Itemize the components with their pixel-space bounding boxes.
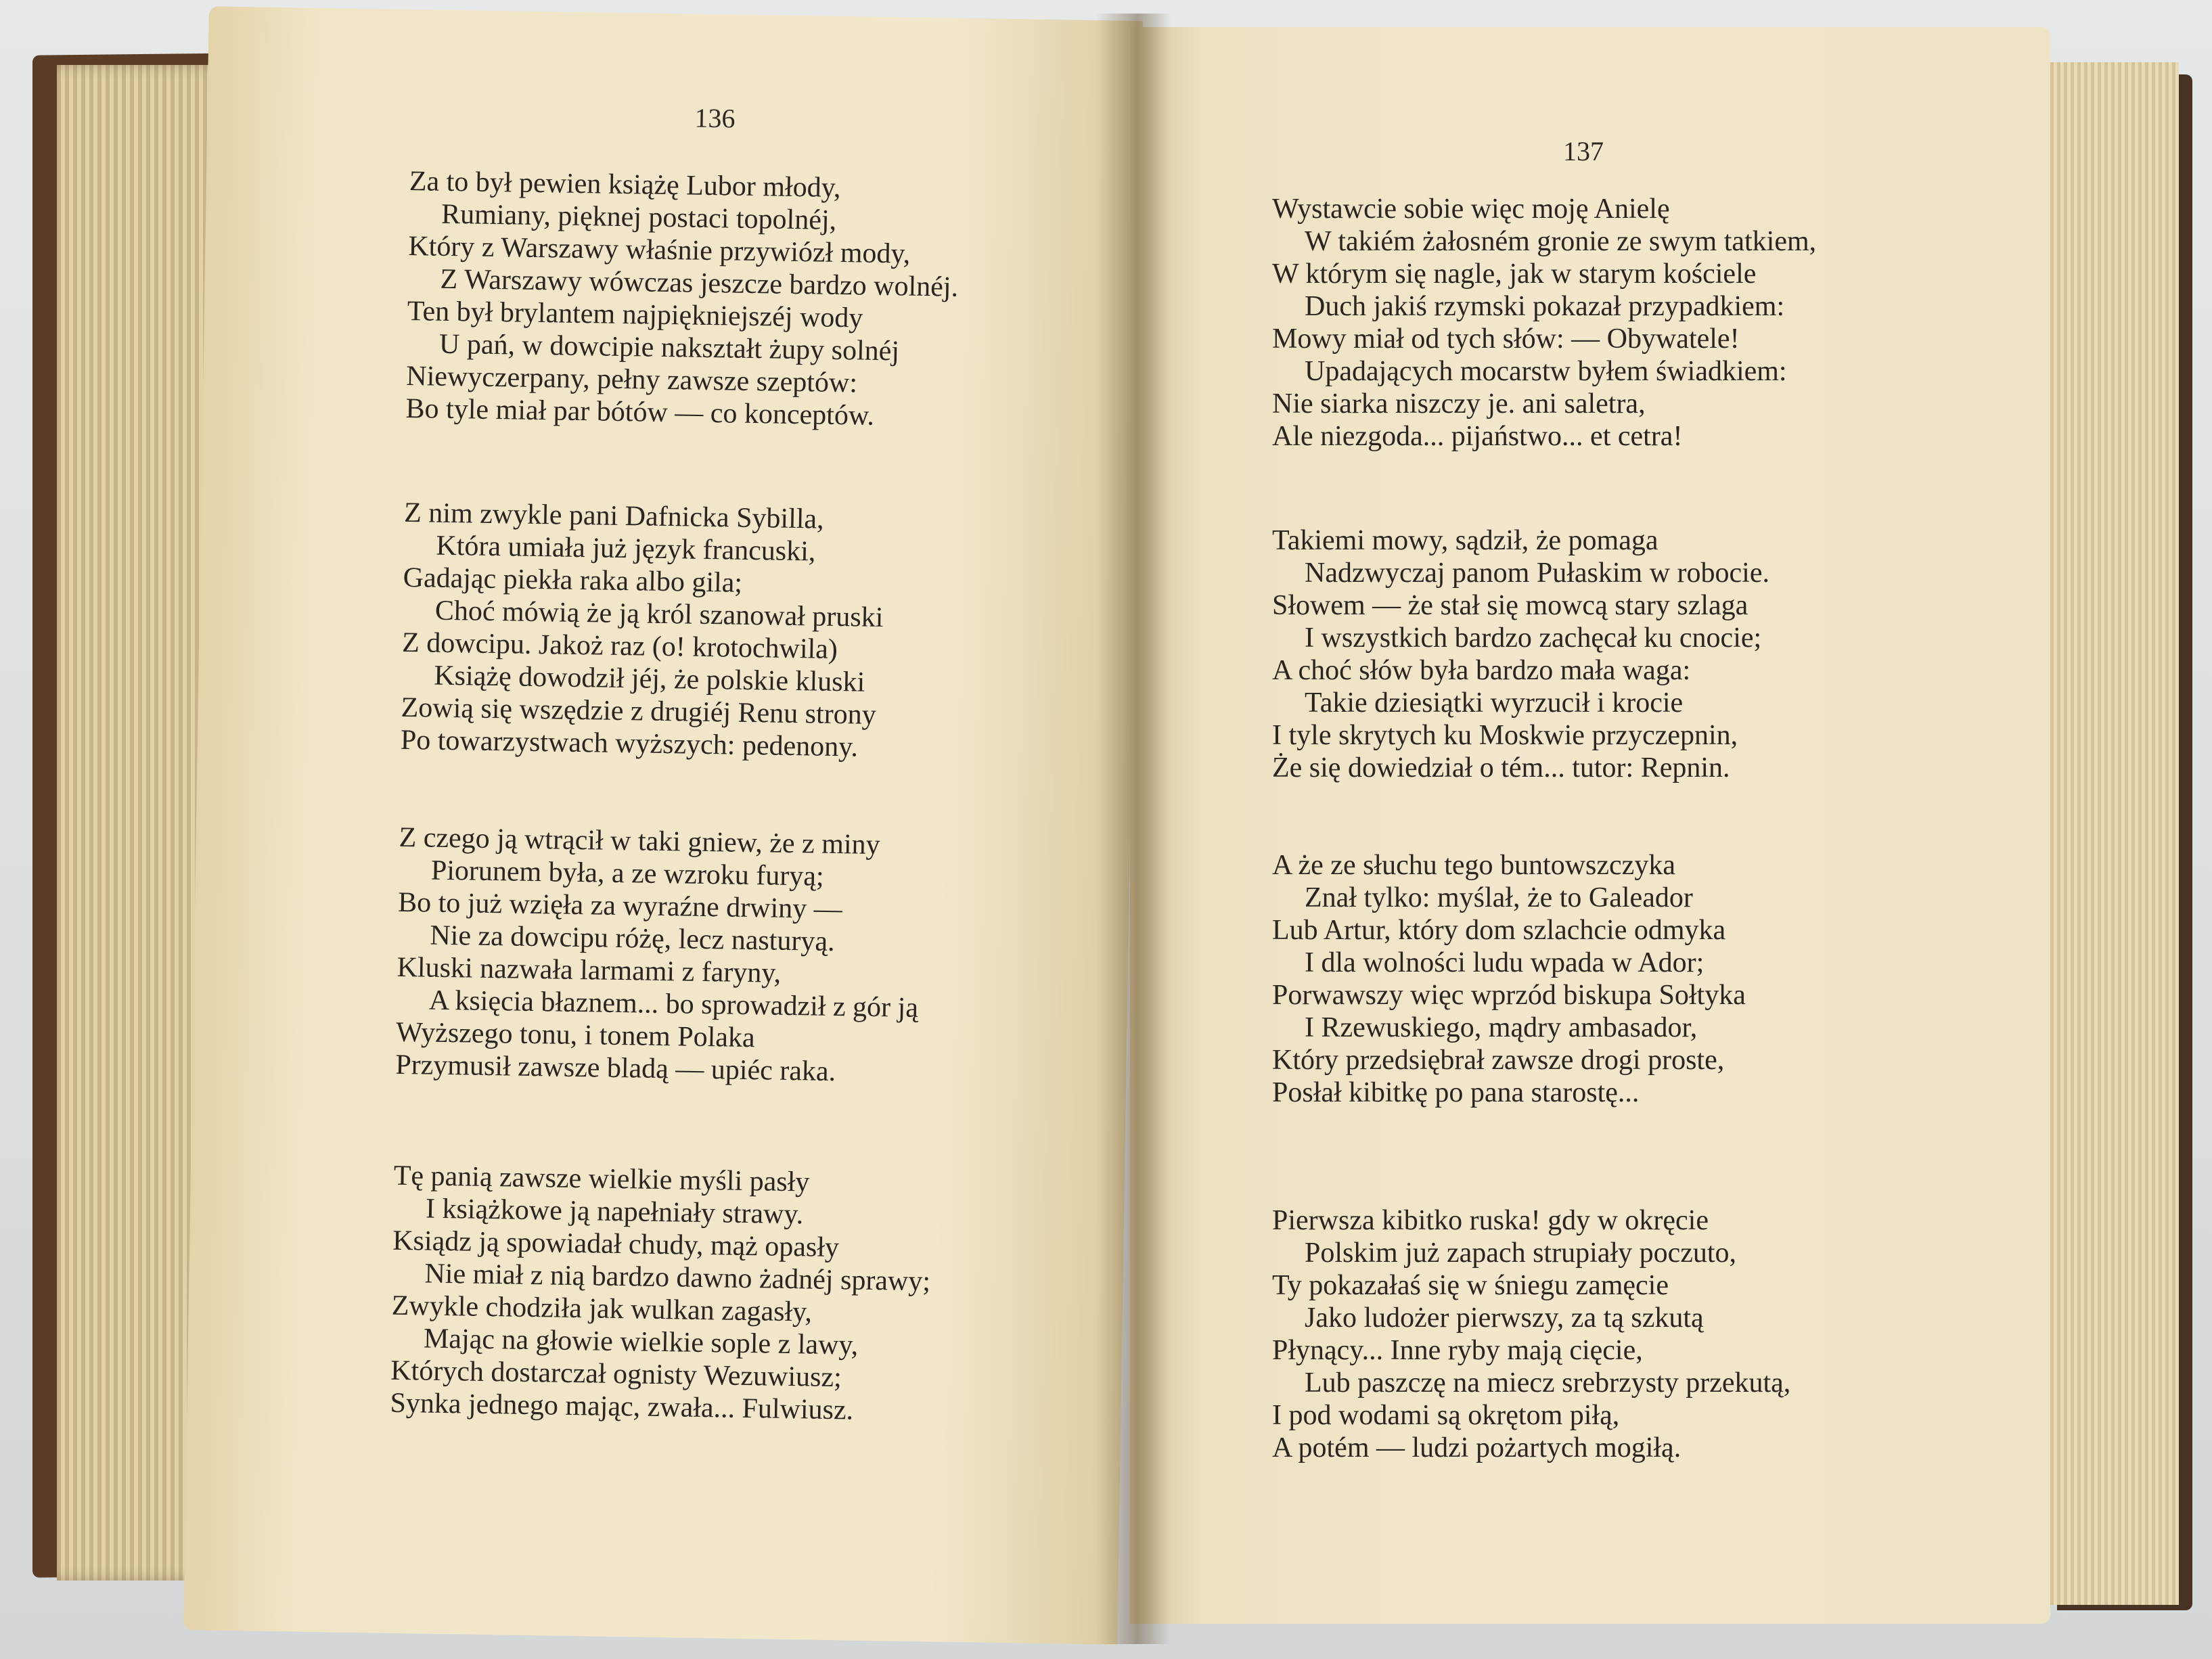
left-page xyxy=(183,6,1143,1644)
poem-line: Takiemi mowy, sądził, że pomaga xyxy=(1272,525,1658,556)
poem-line: Kluski nazwała larmami z faryny, xyxy=(397,951,782,989)
poem-line: Mając na głowie wielkie sople z lawy, xyxy=(423,1323,859,1361)
poem-line: Lub paszczę na miecz srebrzysty przekutą, xyxy=(1305,1367,1791,1399)
stanza xyxy=(390,1160,932,1428)
stanza xyxy=(405,165,960,434)
poem-line: W takiém żałosném gronie ze swym tatkiem, xyxy=(1305,226,1817,257)
poem-line: Wyższego tonu, i tonem Polaka xyxy=(395,1016,755,1054)
poem-line: Rumiany, pięknej postaci topolnéj, xyxy=(441,198,837,236)
poem-line: Przymusił zawsze bladą — upiéc raka. xyxy=(395,1049,836,1088)
poem-line: Gadając piekła raka albo gila; xyxy=(403,562,743,599)
poem-line: Z nim zwykle pani Dafnicka Sybilla, xyxy=(403,497,825,535)
poem-line: Zowią się wszędzie z drugiéj Renu strony xyxy=(401,691,877,731)
poem-line: Z Warszawy wówczas jeszcze bardzo wolnéj. xyxy=(440,263,959,303)
poem-line: Piorunem była, a ze wzroku furyą; xyxy=(430,855,825,892)
stanza xyxy=(1272,849,1746,1109)
poem-line: Tę panią zawsze wielkie myśli pasły xyxy=(393,1160,810,1198)
poem-line: A księcia błaznem... bo sprowadził z gór ją xyxy=(428,984,919,1024)
poem-line: Nie za dowcipu różę, lecz nasturyą. xyxy=(430,919,835,958)
right-page xyxy=(1130,27,2050,1624)
poem-line: Choć mówią że ją król szanował pruski xyxy=(434,595,884,634)
poem-line: U pań, w dowcipie nakształt żupy solnéj xyxy=(438,328,900,367)
poem-line: Nadzwyczaj panom Pułaskim w robocie. xyxy=(1305,558,1769,589)
poem-line: Wystawcie sobie więc moję Anielę xyxy=(1272,194,1670,225)
poem-line: A choć słów była bardzo mała waga: xyxy=(1272,655,1691,686)
poem-line: Takie dziesiątki wyrzucił i krocie xyxy=(1305,687,1684,719)
poem-line: Polskim już zapach strupiały poczuto, xyxy=(1305,1237,1737,1269)
poem-line: Ksiądz ją spowiadał chudy, mąż opasły xyxy=(392,1225,840,1264)
poem-line: Ten był brylantem najpiękniejszéj wody xyxy=(407,295,863,334)
poem-line: I wszystkich bardzo zachęcał ku cnocie; xyxy=(1305,622,1762,654)
poem-line: Która umiała już język francuski, xyxy=(436,530,816,568)
poem-line: Bo to już wzięła za wyraźne drwiny — xyxy=(397,886,843,926)
poem-line: Słowem — że stał się mowcą stary szlaga xyxy=(1272,590,1748,621)
poem-line: I książkowe ją napełniały strawy. xyxy=(425,1193,804,1231)
poem-line: Nie siarka niszczy je. ani saletra, xyxy=(1272,388,1646,419)
poem-line: A potém — ludzi pożartych mogiłą. xyxy=(1272,1432,1681,1463)
poem-line: Mowy miał od tych słów: — Obywatele! xyxy=(1272,323,1740,355)
poem-line: Niewyczerpany, pełny zawsze szeptów: xyxy=(406,360,858,399)
poem-line: Z dowcipu. Jakoż raz (o! krotochwila) xyxy=(401,627,838,666)
poem-line: Których dostarczał ognisty Wezuwiusz; xyxy=(390,1355,842,1394)
page-number: 137 xyxy=(1563,136,1604,166)
poem-line: Ale niezgoda... pijaństwo... et cetra! xyxy=(1272,421,1683,452)
stanza xyxy=(1272,1204,1790,1464)
page-number: 136 xyxy=(694,102,736,134)
poem-line: Synka jednego mając, zwała... Fulwiusz. xyxy=(390,1387,854,1426)
poem-line: Za to był pewien książę Lubor młody, xyxy=(409,165,841,204)
poem-line: Znał tylko: myślał, że to Galeador xyxy=(1305,882,1693,913)
poem-line: Z czego ją wtrącił w taki gniew, że z miny xyxy=(399,821,880,861)
poem-line: Książę dowodził jéj, że polskie kluski xyxy=(434,660,865,698)
poem-line: I dla wolności ludu wpada w Ador; xyxy=(1305,947,1705,978)
stanza xyxy=(395,821,921,1089)
stanza xyxy=(1272,524,1769,784)
poem-line: Płynący... Inne ryby mają cięcie, xyxy=(1272,1335,1643,1366)
poem-line: Lub Artur, który dom szlachcie odmyka xyxy=(1272,915,1726,946)
poem-line: Duch jakiś rzymski pokazał przypadkiem: xyxy=(1305,291,1785,322)
poem-line: Upadających mocarstw byłem świadkiem: xyxy=(1305,356,1787,387)
stanza xyxy=(1272,193,1816,453)
poem-line: Ty pokazałaś się w śniegu zamęcie xyxy=(1272,1270,1669,1301)
poem-line: W którym się nagle, jak w starym kościele xyxy=(1272,258,1757,290)
poem-line: Porwawszy więc wprzód biskupa Sołtyka xyxy=(1272,980,1746,1011)
poem-line: Zwykle chodziła jak wulkan zagasły, xyxy=(391,1290,813,1328)
poem-line: A że ze słuchu tego buntowszczyka xyxy=(1272,850,1675,881)
stanza xyxy=(401,497,885,764)
poem-line: Posłał kibitkę po pana starostę... xyxy=(1272,1077,1640,1108)
poem-line: I tyle skrytych ku Moskwie przyczepnin, xyxy=(1272,720,1738,751)
poem-line: Który z Warszawy właśnie przywiózł mody, xyxy=(408,230,911,270)
poem-line: Pierwsza kibitko ruska! gdy w okręcie xyxy=(1272,1205,1709,1236)
poem-line: I pod wodami są okrętom piłą, xyxy=(1272,1400,1620,1431)
poem-line: Który przedsiębrał zawsze drogi proste, xyxy=(1272,1045,1725,1076)
poem-line: Nie miał z nią bardzo dawno żadnéj sprawy; xyxy=(424,1258,931,1298)
book-gutter xyxy=(1096,14,1171,1644)
poem-line: I Rzewuskiego, mądry ambasador, xyxy=(1305,1012,1698,1043)
poem-line: Bo tyle miał par bótów — co konceptów. xyxy=(405,392,875,432)
poem-line: Po towarzystwach wyższych: pedenony. xyxy=(400,724,859,763)
poem-line: Że się dowiedział o tém... tutor: Repnin. xyxy=(1272,752,1730,783)
poem-line: Jako ludożer pierwszy, za tą szkutą xyxy=(1305,1302,1704,1334)
